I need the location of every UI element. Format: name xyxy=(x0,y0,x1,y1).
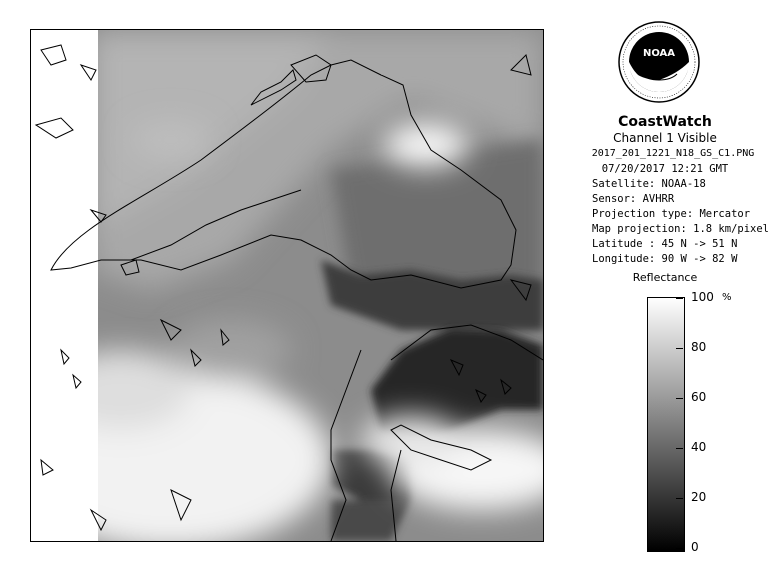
channel-label: Channel 1 Visible xyxy=(613,131,717,145)
legend-tick-label: 40 xyxy=(691,440,707,454)
no-data-strip xyxy=(31,30,98,541)
filename: 2017_201_1221_N18_GS_C1.PNG xyxy=(591,148,755,159)
satellite-info: Satellite: NOAA-18 xyxy=(592,178,706,190)
legend-tick-label: 0 xyxy=(691,540,699,554)
legend-unit: % xyxy=(722,292,732,303)
map-svg xyxy=(31,30,543,541)
legend-tickmark xyxy=(676,448,683,449)
legend-title: Reflectance xyxy=(632,271,698,284)
datetime: 07/20/2017 12:21 GMT xyxy=(601,163,729,175)
projection-type: Projection type: Mercator xyxy=(592,208,751,220)
legend-tickmark xyxy=(676,298,683,299)
legend-tickmark xyxy=(676,348,683,349)
satellite-image-map xyxy=(30,29,544,542)
reflectance-colorbar xyxy=(647,297,685,552)
legend-tickmark xyxy=(676,548,683,549)
legend-tick-label: 60 xyxy=(691,390,707,404)
map-projection: Map projection: 1.8 km/pixel xyxy=(592,223,770,235)
legend-tick-label: 100 xyxy=(691,290,714,304)
legend-tick-label: 80 xyxy=(691,340,707,354)
legend-tickmark xyxy=(676,398,683,399)
app-title: CoastWatch xyxy=(618,114,712,130)
legend-tick-label: 20 xyxy=(691,490,707,504)
longitude-range: Longitude: 90 W -> 82 W xyxy=(592,253,738,265)
sensor-info: Sensor: AVHRR xyxy=(592,193,675,205)
logo-text: NOAA xyxy=(642,48,676,59)
noaa-logo xyxy=(617,20,701,104)
legend-tickmark xyxy=(676,498,683,499)
latitude-range: Latitude : 45 N -> 51 N xyxy=(592,238,738,250)
